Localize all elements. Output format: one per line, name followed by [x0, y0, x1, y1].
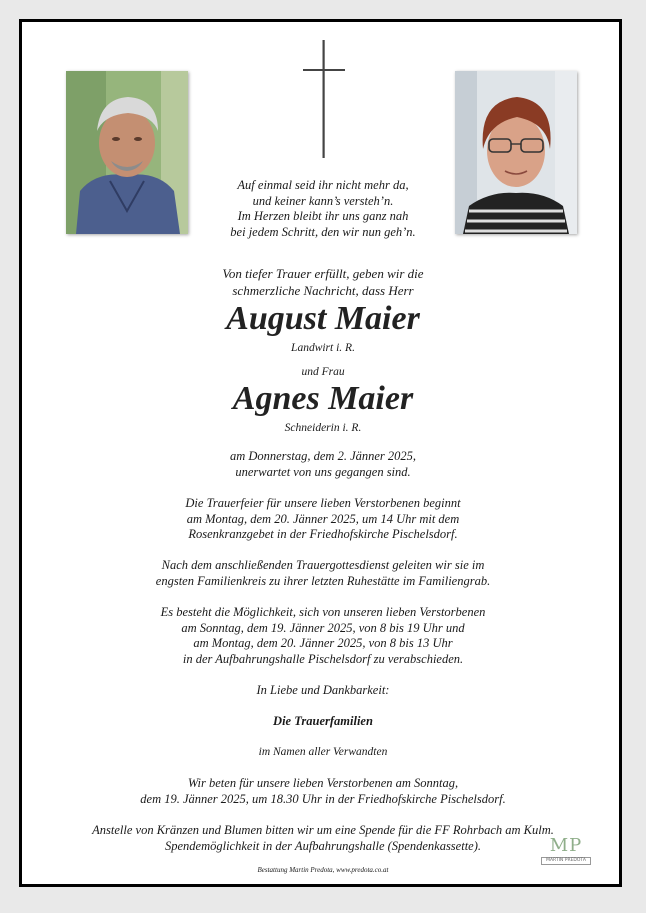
funeral-line: Rosenkranzgebet in der Friedhofskirche Pischelsdorf.	[188, 527, 458, 541]
relatives-text: im Namen aller Verwandten	[258, 746, 388, 758]
donation-line: Anstelle von Kränzen und Blumen bitten wir um eine Spende für die FF Rohrbach am Kulm.	[92, 823, 554, 837]
verse-line: Im Herzen bleibt ihr uns ganz nah	[237, 209, 409, 223]
intro-line: schmerzliche Nachricht, dass Herr	[232, 283, 414, 298]
logo-text: MARTIN PREDOTA	[541, 857, 591, 865]
prayer-line: Wir beten für unsere lieben Verstorbenen am Sonntag,	[187, 776, 459, 790]
title-agnes: Schneiderin i. R.	[284, 422, 362, 434]
burial-notice	[0, 558, 646, 589]
title-august: Landwirt i. R.	[291, 342, 355, 354]
family-signature: Die Trauerfamilien	[273, 714, 373, 728]
funeral-line: Die Trauerfeier für unsere lieben Verstorbenen beginnt	[185, 496, 461, 510]
viewing-line: Es besteht die Möglichkeit, sich von unseren lieben Verstorbenen	[160, 605, 486, 619]
closing-text: In Liebe und Dankbarkeit:	[256, 683, 390, 697]
viewing-line: am Sonntag, dem 19. Jänner 2025, von 8 bis 19 Uhr und	[181, 620, 465, 635]
verse-line: und keiner kann’s versteh’n.	[252, 193, 394, 208]
viewing-line: am Montag, dem 20. Jänner 2025, von 8 bis 13 Uhr	[193, 636, 453, 650]
burial-line: Nach dem anschließenden Trauergottesdienst geleiten wir sie im	[161, 558, 485, 572]
funeral-notice	[0, 496, 646, 543]
verse-line: bei jedem Schritt, den wir nun geh’n.	[230, 224, 416, 239]
cross-icon	[303, 40, 345, 158]
connector-text: und Frau	[301, 366, 345, 378]
logo-mark: MP	[549, 835, 583, 856]
funeral-line: am Montag, dem 20. Jänner 2025, um 14 Uhr mit dem	[186, 511, 460, 526]
death-notice	[0, 449, 646, 480]
intro-line: Von tiefer Trauer erfüllt, geben wir die	[222, 266, 424, 281]
undertaker-footer: Bestattung Martin Predota, www.predota.co.at	[257, 866, 389, 874]
intro	[0, 265, 646, 299]
donation-line: Spendemöglichkeit in der Aufbahrungshalle (Spendenkassette).	[164, 838, 481, 853]
viewing-notice	[0, 605, 646, 667]
viewing-line: in der Aufbahrungshalle Pischelsdorf zu verabschieden.	[182, 651, 464, 666]
name-agnes-maier: Agnes Maier	[232, 380, 414, 417]
name-august-maier: August Maier	[226, 300, 420, 337]
prayer-notice	[0, 776, 646, 807]
verse-line: Auf einmal seid ihr nicht mehr da,	[237, 178, 409, 192]
burial-line: engsten Familienkreis zu ihrer letzten Ruhestätte im Familiengrab.	[155, 573, 491, 588]
undertaker-logo	[541, 836, 591, 866]
verse	[0, 178, 646, 240]
prayer-line: dem 19. Jänner 2025, um 18.30 Uhr in der Friedhofskirche Pischelsdorf.	[140, 791, 506, 806]
death-line: am Donnerstag, dem 2. Jänner 2025,	[229, 449, 417, 463]
death-line: unerwartet von uns gegangen sind.	[235, 464, 411, 479]
